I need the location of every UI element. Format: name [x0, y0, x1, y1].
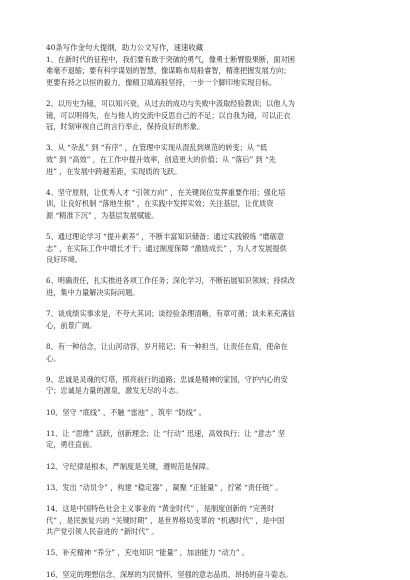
- item-line: 良好环境。: [46, 255, 82, 265]
- list-item: [46, 547, 366, 559]
- item-line: 宁；忠诚是力量的源泉，激发无尽的斗志。: [46, 386, 183, 396]
- item-line: 源 “精准下沉” ，为基层发展赋能。: [46, 210, 159, 220]
- list-item: [46, 482, 366, 494]
- item-line: 定，勇往直前。: [46, 440, 97, 450]
- item-line: 3、从 “杂乱” 到 “有序” ，在管理中实现从混乱到规范的转变；从 “低: [46, 143, 268, 153]
- item-line: 代” ，是民族复兴的 “关键时期” ，是世界格局变革的 “机遇时代” ，是中国: [46, 515, 285, 525]
- document-title: 40条写作金句大提纲，助力公文写作，速速收藏: [46, 43, 204, 52]
- item-line: 16、坚定的理想信念、深厚的为民情怀、坚强的意志品质、昂扬的奋斗姿态。: [46, 569, 293, 579]
- list-item: [46, 341, 366, 364]
- list-item: [46, 54, 366, 89]
- item-line: 冠，时刻审视自己的言行举止，保持良好的形象。: [46, 122, 205, 132]
- list-item: [46, 98, 366, 133]
- item-line: 更要有持之以恒的毅力，像精卫填海般坚持，一步一个脚印地实现目标。: [46, 77, 277, 87]
- item-line: 10、坚守 “底线” ，不触 “雷池” ，筑牢 “防线” 。: [46, 407, 206, 417]
- list-item: [46, 275, 366, 298]
- item-line: 5、通过理论学习 “提升素养” ，不断丰富知识储备；通过实践锻炼 “磨砺意: [46, 232, 285, 242]
- item-line: 心。: [46, 353, 61, 363]
- list-item: [46, 428, 366, 451]
- item-line: 14、这是中国特色社会主义事业的 “黄金时代” ，是制度创新的 “完善时: [46, 503, 275, 513]
- item-line: 4、坚守原则，让优秀人才 “引领方向” ，在关键岗位发挥重要作用；强化培: [46, 187, 286, 197]
- item-line: 6、明确责任，扎实推进各项工作任务；深化学习，不断拓展知识领域；持续改: [46, 276, 295, 286]
- item-line: 镜，可以明得失，在与他人的交流中反思自己的不足；以自我为镜，可以正衣: [46, 110, 291, 120]
- item-line: 2、以历史为镜，可以知兴衰，从过去的成功与失败中汲取经验教训；以他人为: [46, 98, 295, 108]
- list-item: [46, 142, 366, 177]
- item-line: 进，集中力量解决实际问题。: [46, 288, 140, 298]
- list-item: [46, 308, 366, 331]
- item-line: 1、在新时代的征程中，我们要有敢于突破的勇气，像勇士断臂股果断，面对困: [46, 54, 295, 64]
- item-line: 8、有一种信念，让山河动容，岁月铭记；有一种担当，让责任在肩，使命在: [46, 342, 288, 352]
- item-line: 志” ，在实际工作中增长才干；通过制度保障 “激励成长” ，为人才发展提供: [46, 243, 287, 253]
- list-item: [46, 503, 366, 538]
- item-list: [46, 54, 366, 580]
- list-item: [46, 407, 366, 419]
- list-item: [46, 569, 366, 580]
- item-line: 13、发出 “动员令” ，构建 “稳定器” ，凝聚 “正能量” ，拧紧 “责任链” 。: [46, 482, 283, 492]
- item-line: 9、忠诚是灵魂的灯塔，照亮前行的道路；忠诚是精神的家园，守护内心的安: [46, 374, 288, 384]
- list-item: [46, 187, 366, 222]
- item-line: 难毫不退缩；要有科学谋划的智慧，像谋略布局般睿智，精准把握发展方向；: [46, 66, 291, 76]
- item-line: 共产党引领人民奋进的 “新时代” 。: [46, 527, 159, 537]
- item-line: 进” ，在发展中跨越差距，实现质的飞跃。: [46, 166, 182, 176]
- item-line: 15、补充精神 “养分” ，充电知识 “能量” ，加油能力 “动力” 。: [46, 548, 250, 558]
- item-line: 11、让 “思维” 活跃，创新理念；让 “行动” 迅速，高效执行；让 “意志” 坚: [46, 428, 285, 438]
- item-line: 7、谈成绩实事求是，不夸大其词；谈经验条理清晰，有章可循；谈未来充满信: [46, 309, 295, 319]
- list-item: [46, 461, 366, 473]
- list-item: [46, 374, 366, 397]
- item-line: 效” 到 “高效” ，在工作中提升效率，创造更大的价值；从 “落后” 到 “先: [46, 154, 276, 164]
- list-item: [46, 231, 366, 266]
- item-line: 心，前景广阔。: [46, 320, 97, 330]
- item-line: 训，让良好机制 “落地生根” ，在实践中发挥实效；关注基层，让优质资: [46, 199, 274, 209]
- item-line: 12、守纪律是根本，严制度是关键，遵规范是保障。: [46, 461, 214, 471]
